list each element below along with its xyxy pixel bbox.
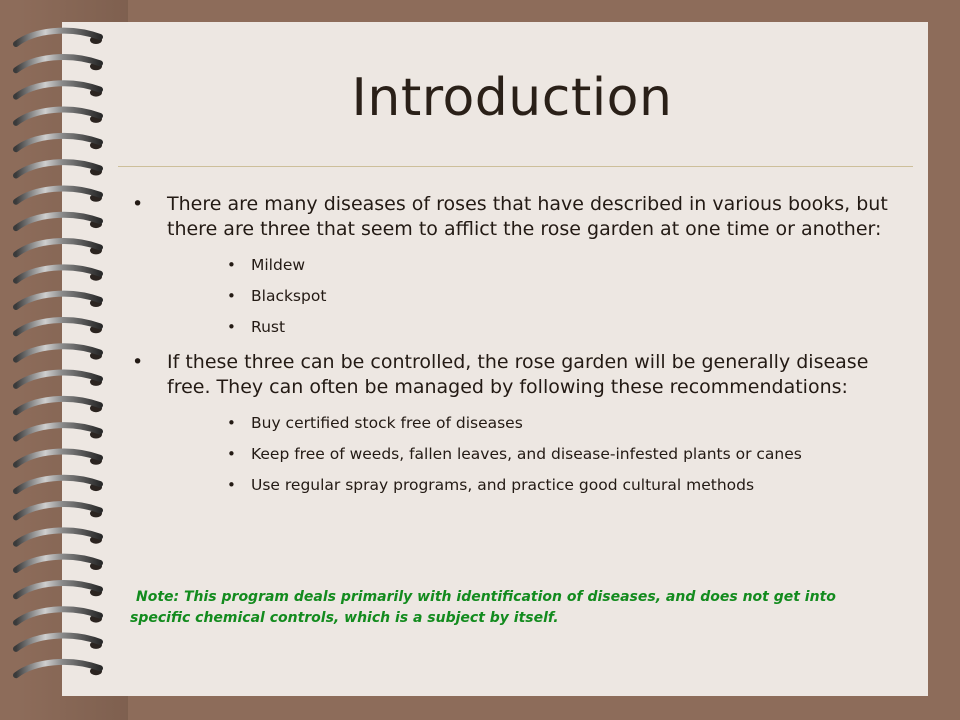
spiral-coil: [16, 241, 100, 254]
spiral-coil: [16, 136, 100, 149]
spiral-coil: [16, 504, 100, 517]
spiral-coil: [16, 662, 100, 675]
bullet-item: • If these three can be controlled, the rose garden will be generally disease free. They can often be managed by following these recommendations:: [130, 350, 900, 400]
spiral-coil: [16, 609, 100, 622]
note-text: Note: This program deals primarily with identification of diseases, and does not get into specific chemical controls, which is a subject by itself.: [130, 589, 836, 626]
sub-bullet-item: • Use regular spray programs, and practice good cultural methods: [130, 474, 900, 496]
sub-bullet-item: • Keep free of weeds, fallen leaves, and disease-infested plants or canes: [130, 443, 900, 465]
spiral-coil: [16, 162, 100, 175]
spiral-coil: [16, 451, 100, 464]
sub-bullet-item: • Blackspot: [130, 285, 900, 307]
spiral-coil: [16, 346, 100, 359]
slide-title: Introduction: [351, 68, 673, 128]
spiral-coil: [16, 373, 100, 386]
sub-bullet-item: • Mildew: [130, 254, 900, 276]
spiral-coil: [16, 478, 100, 491]
bullet-item: • There are many diseases of roses that have described in various books, but there are three that seem to afflict the rose garden at one time or another:: [130, 192, 900, 242]
spiral-coil: [16, 425, 100, 438]
spiral-coil: [16, 557, 100, 570]
spiral-coil: [16, 636, 100, 649]
spiral-coil: [16, 267, 100, 280]
spiral-coil: [16, 320, 100, 333]
slide-content: [130, 192, 900, 505]
title-divider: [118, 166, 913, 167]
spiral-coil: [16, 31, 100, 44]
spiral-coil: [16, 294, 100, 307]
spiral-coil: [16, 583, 100, 596]
spiral-coil: [16, 215, 100, 228]
spiral-coil: [16, 530, 100, 543]
sub-bullet-item: • Rust: [130, 316, 900, 338]
spiral-coil: [16, 399, 100, 412]
sub-bullet-item: • Buy certified stock free of diseases: [130, 412, 900, 434]
spiral-coil: [16, 188, 100, 201]
